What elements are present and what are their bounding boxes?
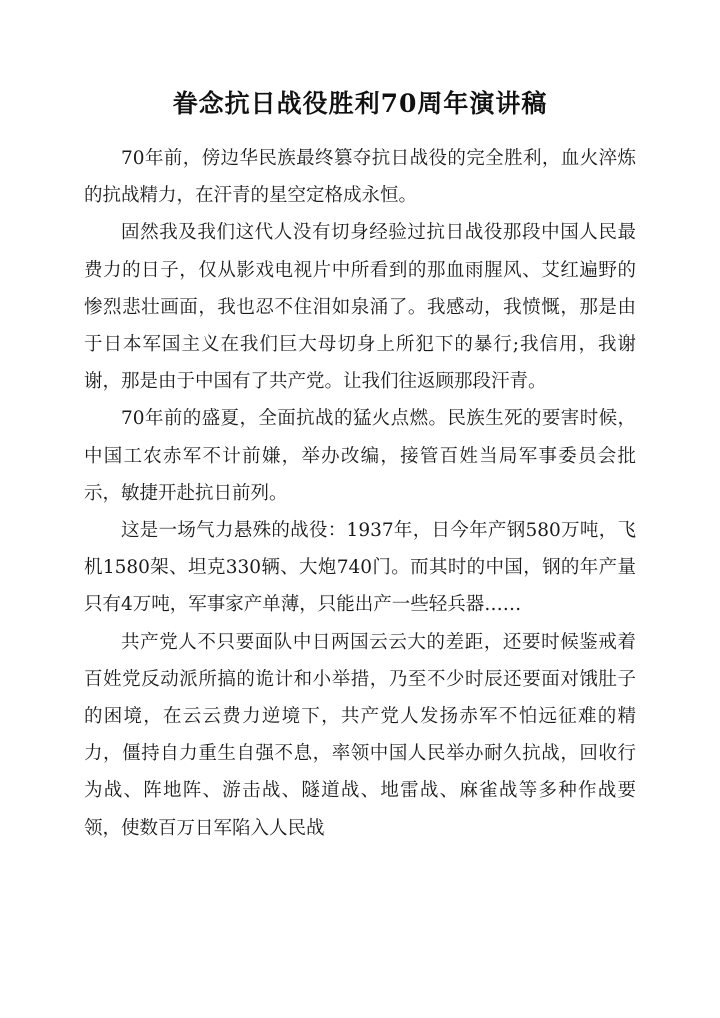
document-title: 眷念抗日战役胜利70周年演讲稿 [172, 89, 548, 118]
paragraph-4: 这是一场气力悬殊的战役：1937年，日今年产钢580万吨，飞机1580架、坦克330辆、大炮740门。而其时的中国，钢的年产量只有4万吨，军事家产单薄，只能出产一些轻兵器…… [84, 520, 636, 616]
paragraph-2: 固然我及我们这代人没有切身经验过抗日战役那段中国人民最费力的日子，仅从影戏电视片中所看到的那血雨腥风、艾红遍野的惨烈悲壮画面，我也忍不住泪如泉涌了。我感动，我愤慨，那是由于日本军国主义在我们巨大母切身上所犯下的暴行;我信用，我谢谢，那是由于中国有了共产党。让我们往返顾那段汗青。 [84, 222, 636, 393]
paragraph-5: 共产党人不只要面队中日两国云云大的差距，还要时候鉴戒着百姓党反动派所搞的诡计和小举措，乃至不少时辰还要面对饿肚子的困境，在云云费力逆境下，共产党人发扬赤军不怕远征难的精力，僵持自力重生自强不息，率领中国人民举办耐久抗战，回收行为战、阵地阵、游击战、隧道战、地雷战、麻雀战等多种作战要领，使数百万日军陷入人民战 [84, 631, 636, 839]
paragraph-1: 70年前，傍边华民族最终篡夺抗日战役的完全胜利，血火淬炼的抗战精力，在汗青的星空定格成永恒。 [84, 148, 636, 207]
document-body [84, 140, 636, 847]
paragraph-3: 70年前的盛夏，全面抗战的猛火点燃。民族生死的要害时候，中国工农赤军不计前嫌，举办改编，接管百姓当局军事委员会批示，敏捷开赴抗日前列。 [84, 408, 636, 504]
